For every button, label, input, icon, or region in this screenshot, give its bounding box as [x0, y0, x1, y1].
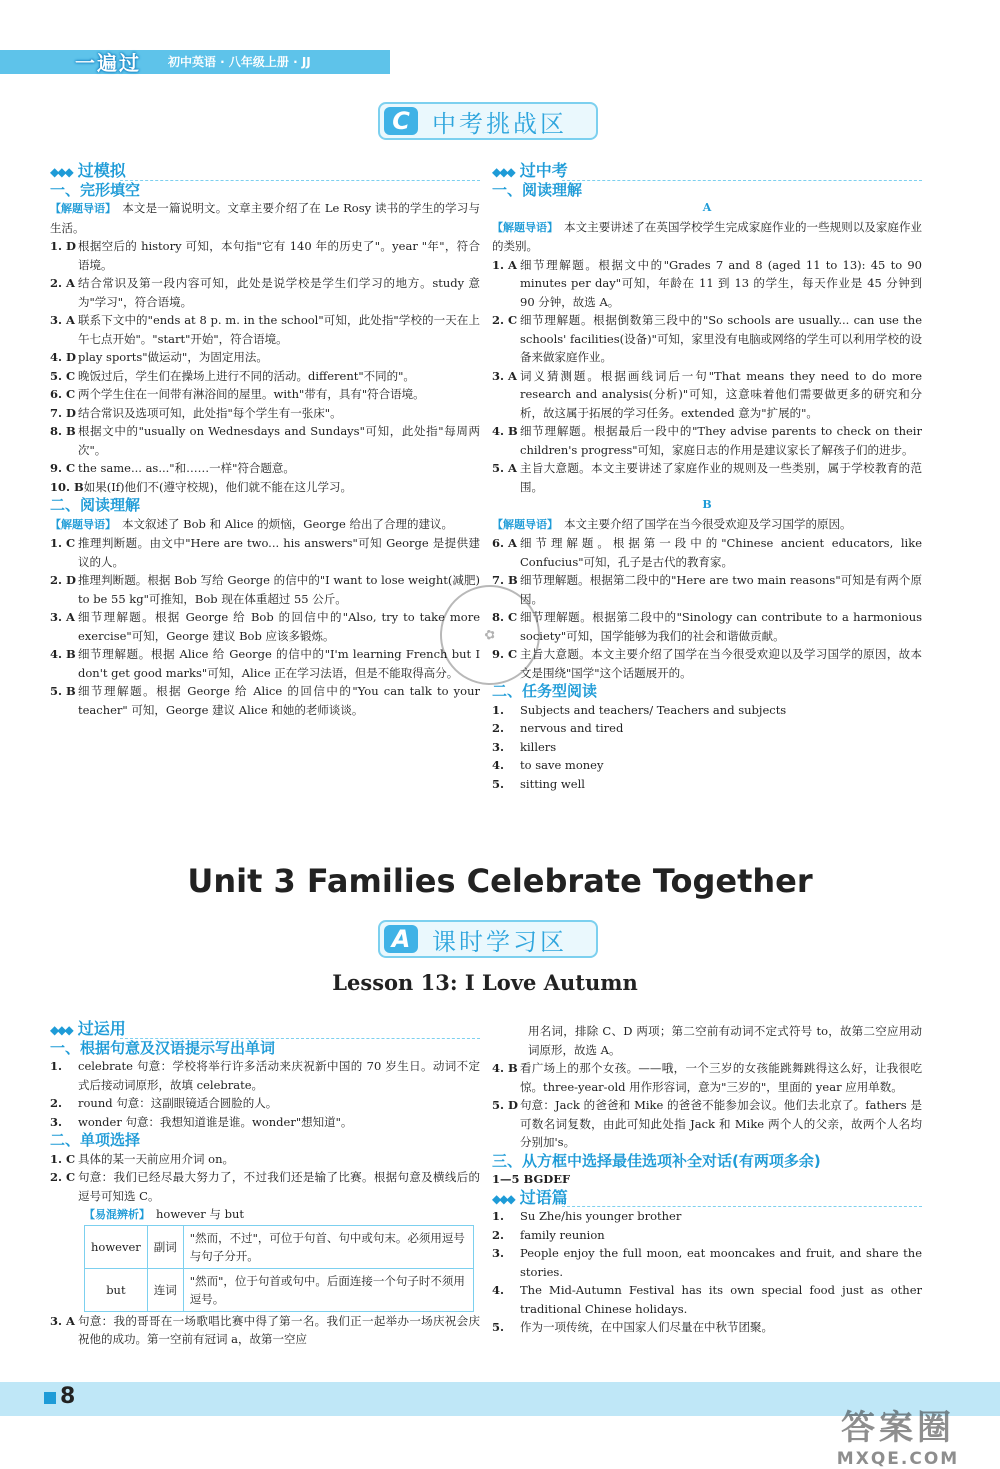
chapter-answer-list: [492, 1207, 922, 1337]
choice-answer-list: [50, 1150, 480, 1206]
item-text: The Mid-Autumn Festival has its own special food just as other traditional Chinese holidays.: [520, 1283, 922, 1316]
list-item: [50, 1168, 480, 1205]
item-text: play sports"做运动"，为固定用法。: [78, 350, 268, 364]
book-subtitle: 初中英语 · 八年级上册 · JJ: [168, 55, 311, 69]
item-number: 7. B: [492, 573, 518, 587]
item-number: 1.: [492, 1209, 505, 1223]
list-item: [492, 367, 922, 423]
item-number: 8. C: [492, 610, 518, 624]
item-number: 6. A: [492, 536, 517, 550]
list-item: [50, 1094, 480, 1113]
item-number: 3. A: [50, 610, 75, 624]
item-text: Subjects and teachers/ Teachers and subjects: [520, 702, 787, 717]
list-item: [50, 1113, 480, 1132]
item-text: wonder 句意：我想知道谁是谁。wonder"想知道"。: [78, 1114, 353, 1129]
item-text: 细节理解题。根据 George 给 Bob 的回信中的"Also, try to take more exercise"可知，George 建议 Bob 应该多锻炼。: [78, 610, 480, 643]
choice-title: 二、单项选择: [50, 1131, 141, 1149]
tip-cell-word: but: [85, 1268, 148, 1311]
item-number: 9. C: [50, 461, 76, 475]
item-number: 5. C: [50, 368, 76, 383]
item-number: 1. C: [50, 1151, 76, 1166]
item-text: 句意：Jack 的爸爸和 Mike 的爸爸不能参加会议。他们去北京了。fathers 是可数名词复数，由此可知此处指 Jack 和 Mike 两个人的父亲，故两个人名均分别加's。: [520, 1098, 922, 1149]
list-item: [50, 534, 480, 571]
words-answer-list: [50, 1057, 480, 1131]
section-header: ◆◆◆ 过模拟: [50, 161, 126, 180]
item-text: 主旨大意题。本文主要讲述了家庭作业的规则及一些类别，属于学校教育的范围。: [520, 461, 922, 494]
item-number: 6. C: [50, 387, 76, 401]
item-number: 4. D: [50, 350, 76, 364]
item-text: People enjoy the full moon, eat mooncakes and fruit, and share the stories.: [520, 1246, 922, 1279]
zone-title: 课时学习区: [432, 927, 567, 956]
item-number: 7. D: [50, 405, 76, 420]
tip-row: [85, 1268, 474, 1311]
item-text: Su Zhe/his younger brother: [520, 1209, 682, 1223]
item-text: 细节理解题。根据 Alice 给 George 的信中的"I'm learning French but I don't get good marks"可知，Alice 正在学习法语，但是不能取得高分。: [78, 647, 480, 680]
cloze-title: 一、完形填空: [50, 180, 141, 199]
item-text: 结合常识及第一段内容可知，此处是说学校是学生们学习的地方。study 意为"学习"，符合语境。: [78, 276, 480, 309]
list-item: [50, 404, 480, 423]
list-item: [492, 1226, 922, 1245]
item-number: 5.: [492, 1320, 505, 1334]
item-number: 2.: [492, 1227, 505, 1242]
passage-b-answers: [492, 534, 922, 682]
item-text: 具体的某一天前应用介词 on。: [78, 1151, 234, 1166]
left-bottom-column: [50, 1020, 480, 1349]
item-number: 1. D: [50, 239, 76, 253]
page-number: 8: [60, 1384, 76, 1409]
cloze-guide: 【解题导语】 本文是一篇说明文。文章主要介绍了在 Le Rosy 读书的学生的学习与生活。: [50, 201, 480, 235]
item-number: 3.: [50, 1114, 63, 1129]
watermark: 答案圈 MXQE.COM: [836, 1408, 960, 1469]
item-number: 5. A: [492, 461, 517, 475]
list-item: 3. A 句意：我的哥哥在一场歌唱比赛中得了第一名。我们正一起举办一场庆祝会庆祝他的成功。第一空前有冠词 a，故第一空应: [50, 1313, 480, 1346]
item-text: 句意：我们已经尽最大努力了，不过我们还是输了比赛。根据句意及横线后的逗号可知选 C。: [78, 1170, 480, 1203]
item-number: 2. C: [50, 1170, 76, 1184]
list-item: [50, 274, 480, 311]
item-number: 4.: [492, 1283, 505, 1297]
guide-a: 【解题导语】 本文主要讲述了在英国学校学生完成家庭作业的一些规则以及家庭作业的类别。: [492, 219, 922, 253]
item-number: 2. C: [492, 313, 518, 327]
list-item: [50, 1150, 480, 1169]
dialog-title: 三、从方框中选择最佳选项补全对话(有两项多余): [492, 1151, 821, 1170]
list-item: [50, 422, 480, 459]
zone-letter: A: [384, 925, 418, 953]
item-text: 看广场上的那个女孩。——哦，一个三岁的女孩能跳舞跳得这么好，让我很吃惊。three-year-old 用作形容词，意为"三岁的"，里面的 year 应用单数。: [520, 1061, 922, 1094]
list-item: [492, 422, 922, 459]
section-header: ◆◆◆ 过运用: [50, 1019, 126, 1038]
item-number: 9. C: [492, 647, 518, 661]
tip-cell-desc: "然而"，位于句首或句中。后面连接一个句子时不须用逗号。: [183, 1268, 473, 1311]
item-text: 联系下文中的"ends at 8 p. m. in the school"可知，此处指"学校的一天在上午七点开始"。"start"开始"，符合语境。: [78, 313, 480, 346]
item-number: 3.: [492, 1246, 505, 1260]
list-item: [50, 385, 480, 404]
right-top-column: [492, 162, 922, 793]
list-item: [492, 311, 922, 367]
item-number: 4. B: [50, 647, 76, 661]
passage-mark-a: A: [702, 201, 712, 214]
unit-title: Unit 3 Families Celebrate Together: [187, 862, 813, 900]
list-item: [50, 348, 480, 367]
item-text: 词义猜测题。根据画线词后一句"That means they need to do more research and analysis(分析)"可知，这意味着他们需要做更多的研究和分析，故这属于拓展的学习任务。extended 意为"扩展的"。: [520, 368, 922, 420]
right-bottom-column: [492, 1022, 922, 1337]
tip-cell-pos: 连词: [147, 1268, 183, 1311]
list-item: [492, 756, 922, 775]
item-number: 5.: [492, 776, 505, 791]
list-item: [50, 571, 480, 608]
lesson-title: Lesson 13: I Love Autumn: [332, 970, 638, 995]
item-number: 1. C: [50, 536, 76, 550]
item-number: 3. A: [50, 313, 75, 327]
item-text: 如果(If)他们不(遵守校规)，他们就不能在这儿学习。: [83, 479, 352, 494]
list-item: [50, 682, 480, 719]
zone-title: 中考挑战区: [432, 109, 567, 138]
item-text: 推理判断题。由文中"Here are two... his answers"可知 George 是提供建议的人。: [78, 536, 480, 569]
item-text: 细节理解题。根据最后一段中的"They advise parents to check on their children's progress"可知，家庭日志的作用是建议家长了解孩子们的进步。: [520, 424, 922, 457]
item-number: 2.: [50, 1096, 63, 1110]
item-text: 细节理解题。根据第二段中的"Sinology can contribute to a harmonious society"可知，国学能够为我们的社会和谐做贡献。: [520, 610, 922, 643]
list-item: [492, 701, 922, 720]
item-number: 1.: [492, 702, 505, 717]
list-item: [50, 459, 480, 478]
list-item: [492, 1207, 922, 1226]
item-text: 晚饭过后，学生们在操场上进行不同的活动。different"不同的"。: [78, 368, 415, 383]
brand-logo: 一遍过: [75, 50, 141, 75]
list-item: [50, 367, 480, 386]
choice-answer-list: [492, 1059, 922, 1152]
list-item: [492, 738, 922, 757]
cloze-answer-list: [50, 237, 480, 496]
item-text: killers: [520, 739, 557, 754]
tip-table: [84, 1225, 474, 1312]
list-item: [492, 459, 922, 496]
item-text: nervous and tired: [520, 721, 624, 735]
reading-answer-list: [50, 534, 480, 719]
item-number: 3. A: [492, 368, 517, 383]
task-title: 二、任务型阅读: [492, 682, 598, 700]
list-item: [50, 645, 480, 682]
reading-title: 二、阅读理解: [50, 496, 141, 514]
item-text: 主旨大意题。本文主要介绍了国学在当今很受欢迎以及学习国学的原因，故本文是围绕"国学"这个话题展开的。: [520, 647, 922, 680]
item-text: 根据文中的"usually on Wednesdays and Sundays"可知，此处指"每周两次"。: [78, 424, 480, 457]
item-text: round 句意：这副眼镜适合圆脸的人。: [78, 1096, 278, 1110]
list-item: [492, 534, 922, 571]
item-text: 细节理解题。根据文中的"Grades 7 and 8 (aged 11 to 13): 45 to 90 minutes per day"可知，年龄在 11 到 13 的学生，每天作业是 45 分钟到 90 分钟，故选 A。: [520, 257, 922, 309]
list-item: [492, 645, 922, 682]
item-number: 8. B: [50, 424, 76, 438]
list-item: [50, 311, 480, 348]
zone-letter: C: [384, 107, 418, 135]
list-item: [492, 1244, 922, 1281]
list-item: [50, 1057, 480, 1094]
item-text: 结合常识及选项可知，此处指"每个学生有一张床"。: [78, 405, 342, 420]
task-answer-list: [492, 701, 922, 794]
list-item: [492, 1059, 922, 1096]
item-text: 根据空后的 history 可知，本句指"它有 140 年的历史了"。year "年"，符合语境。: [78, 239, 480, 272]
passage-a-answers: [492, 256, 922, 497]
item-number: 4. B: [492, 424, 518, 438]
tip-cell-desc: "然而，不过"，可位于句首、句中或句末。必须用逗号与句子分开。: [183, 1225, 473, 1268]
item-text: to save money: [520, 758, 604, 772]
words-title: 一、根据句意及汉语提示写出单词: [50, 1038, 276, 1057]
item-text: sitting well: [520, 776, 585, 791]
continued-text: 用名词，排除 C、D 两项；第二空前有动词不定式符号 to，故第二空应用动词原形，故选 A。: [528, 1024, 922, 1057]
item-text: 细节理解题。根据 George 给 Alice 的回信中的"You can talk to your teacher" 可知，George 建议 Alice 和她的老师谈谈。: [78, 684, 480, 717]
item-text: family reunion: [520, 1227, 605, 1242]
left-top-column: [50, 162, 480, 719]
list-item: [492, 775, 922, 794]
guide-b: 【解题导语】 本文主要介绍了国学在当今很受欢迎及学习国学的原因。: [492, 516, 852, 531]
page-marker: [44, 1392, 56, 1404]
item-number: 2. A: [50, 276, 75, 290]
seal-stamp: ✿: [427, 572, 553, 698]
item-number: 5. B: [50, 684, 76, 698]
list-item: [492, 1318, 922, 1337]
zone-a-banner: [378, 920, 598, 958]
list-item: [492, 1281, 922, 1318]
item-text: the same... as..."和……一样"符合题意。: [78, 461, 295, 475]
list-item: [50, 237, 480, 274]
item-number: 4.: [492, 758, 505, 772]
reading-title: 一、阅读理解: [492, 180, 583, 199]
tip-box: [84, 1205, 480, 1312]
item-text: celebrate 句意：学校将举行许多活动来庆祝新中国的 70 岁生日。动词不定式后接动词原形，故填 celebrate。: [78, 1059, 480, 1092]
list-item: [50, 478, 480, 497]
item-number: 2.: [492, 721, 505, 735]
item-text: 细节理解题。根据第二段中的"Here are two main reasons"可知是有两个原因。: [520, 573, 922, 606]
item-text: 推理判断题。根据 Bob 写给 George 的信中的"I want to lose weight(减肥) to be 55 kg"可推知，Bob 现在体重超过 55 公斤。: [78, 573, 480, 606]
tip-cell-pos: 副词: [147, 1225, 183, 1268]
section-header: ◆◆◆ 过语篇: [492, 1187, 568, 1207]
item-number: 2. D: [50, 573, 76, 587]
item-text: 作为一项传统，在中国家人们尽量在中秋节团聚。: [520, 1320, 773, 1334]
list-item: [50, 608, 480, 645]
item-number: 5. D: [492, 1098, 518, 1112]
list-item: [492, 719, 922, 738]
item-number: 3.: [492, 739, 505, 754]
list-item: [492, 256, 922, 312]
dialog-answer: 1—5 BGDEF: [492, 1172, 571, 1186]
item-text: 细节理解题。根据倒数第三段中的"So schools are usually... can use the schools' facilities(设备)"可知，家里没有电脑或网络的学生可以利用学校的设备来做家庭作业。: [520, 313, 922, 364]
reading-guide: 【解题导语】 本文叙述了 Bob 和 Alice 的烦恼，George 给出了合理的建议。: [50, 516, 453, 531]
item-number: 1.: [50, 1059, 63, 1073]
item-number: 1. A: [492, 257, 517, 272]
list-item: [492, 571, 922, 608]
zone-c-banner: [378, 102, 598, 140]
list-item: [492, 608, 922, 645]
item-text: 细节理解题。根据第一段中的"Chinese ancient educators, like Confucius"可知，孔子是古代的教育家。: [520, 536, 922, 569]
tip-cell-word: however: [85, 1225, 148, 1268]
passage-mark-b: B: [702, 498, 712, 511]
tip-row: [85, 1225, 474, 1268]
section-header: ◆◆◆ 过中考: [492, 161, 568, 180]
item-number: 10. B: [50, 479, 84, 494]
list-item: [492, 1096, 922, 1152]
tip-header: 【易混辨析】 however 与 but: [84, 1207, 244, 1221]
item-number: 4. B: [492, 1061, 518, 1075]
item-text: 两个学生住在一间带有淋浴间的屋里。with"带有，具有"符合语境。: [78, 387, 425, 401]
